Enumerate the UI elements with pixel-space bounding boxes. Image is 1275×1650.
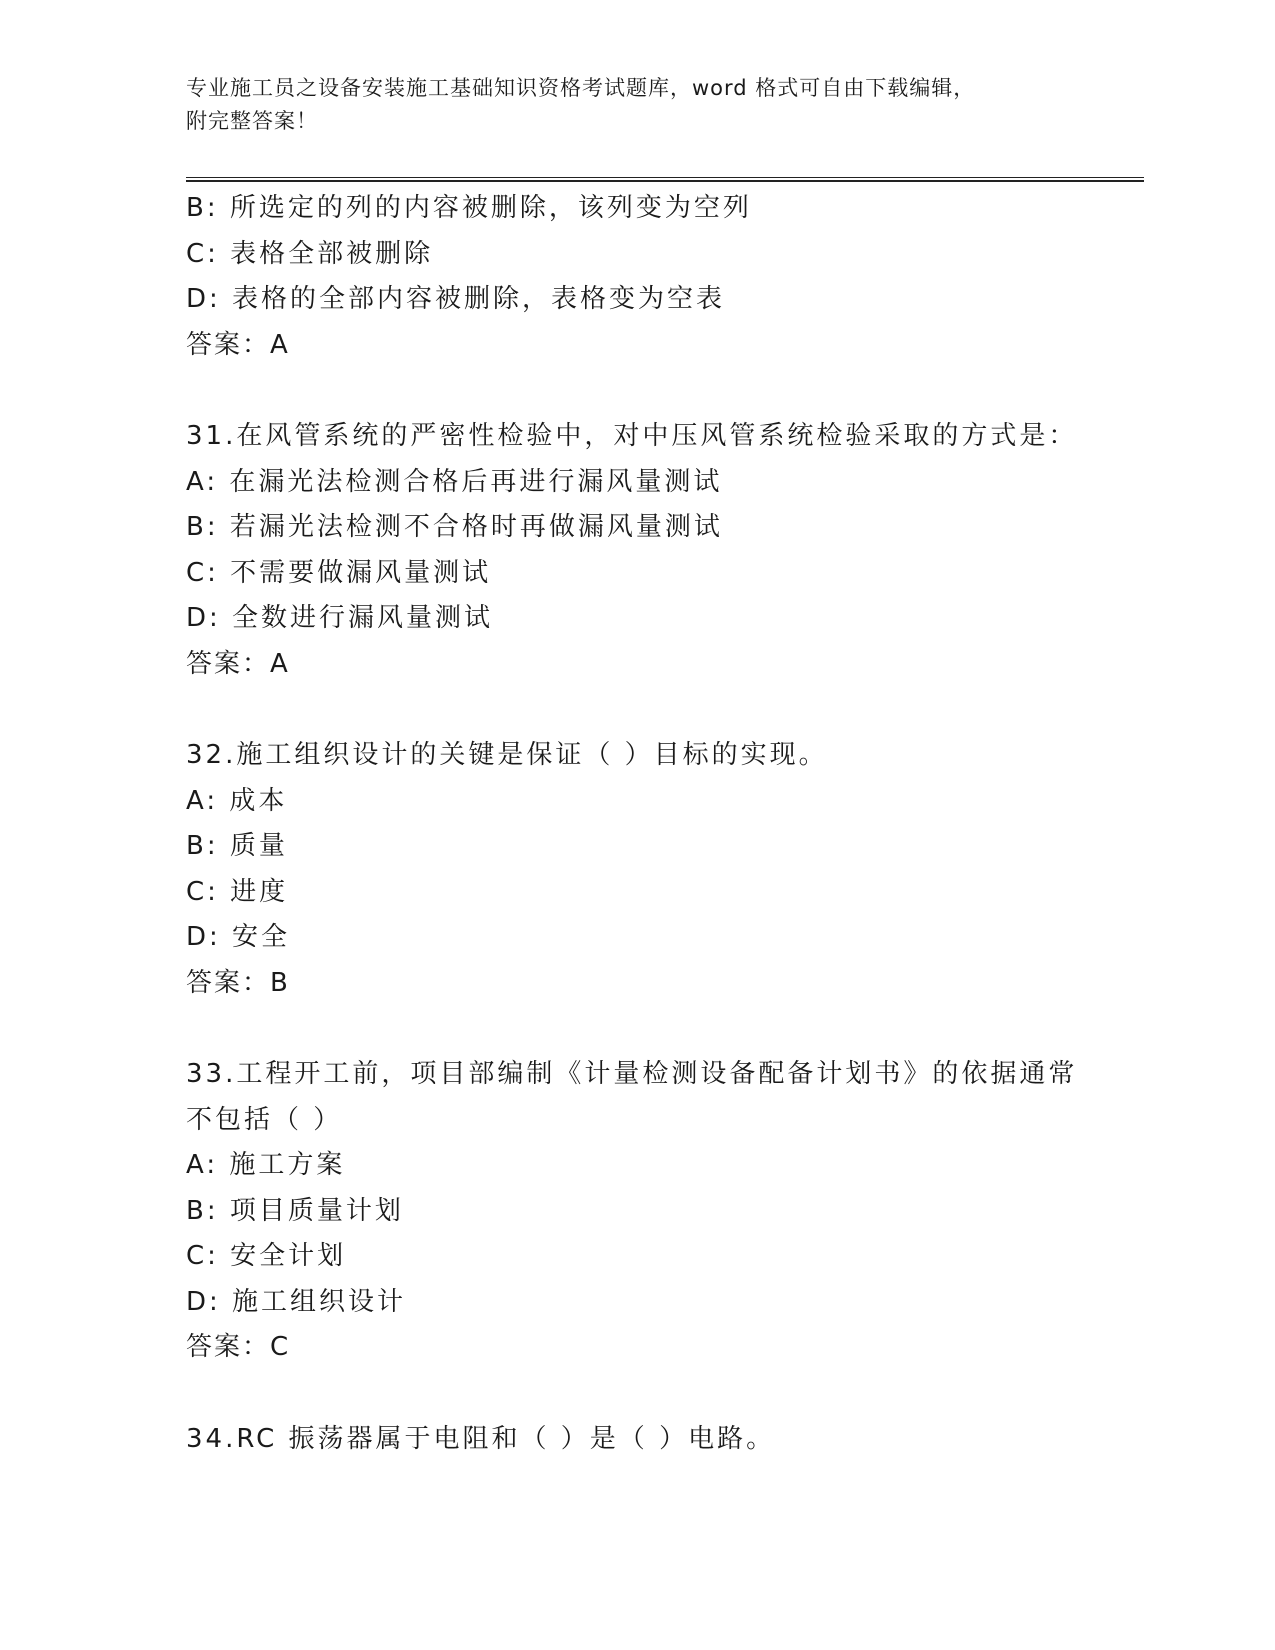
question-block-carryover xyxy=(186,186,1086,368)
option-c: C: 不需要做漏风量测试 xyxy=(186,557,492,588)
question-text: 34.RC 振荡器属于电阻和（ ）是（ ）电路。 xyxy=(186,1423,776,1454)
option-b: B: 项目质量计划 xyxy=(186,1195,404,1226)
answer-line: 答案：B xyxy=(186,967,290,998)
header-title-line-2: 附完整答案！ xyxy=(186,109,318,133)
option-d: D: 表格的全部内容被删除，表格变为空表 xyxy=(186,284,726,314)
option-d: D: 全数进行漏风量测试 xyxy=(186,603,494,633)
answer-line: 答案：A xyxy=(186,648,290,679)
answer-line: 答案：A xyxy=(186,329,290,360)
option-a: A: 成本 xyxy=(186,785,288,816)
option-d: D: 施工组织设计 xyxy=(186,1286,407,1317)
option-b: B: 质量 xyxy=(186,831,288,861)
option-d: D: 安全 xyxy=(186,922,291,952)
option-c: C: 表格全部被删除 xyxy=(186,238,434,269)
question-text: 32.施工组织设计的关键是保证（ ）目标的实现。 xyxy=(186,740,828,770)
option-b: B: 若漏光法检测不合格时再做漏风量测试 xyxy=(186,512,723,542)
spacer xyxy=(186,1371,1086,1417)
option-b: B: 所选定的列的内容被删除，该列变为空列 xyxy=(186,193,752,223)
option-a: A: 在漏光法检测合格后再进行漏风量测试 xyxy=(186,466,723,497)
spacer xyxy=(186,1006,1086,1052)
question-text-line-2: 不包括（ ） xyxy=(186,1104,343,1135)
option-c: C: 进度 xyxy=(186,876,289,907)
option-c: C: 安全计划 xyxy=(186,1241,347,1271)
question-text-line-1: 33.工程开工前，项目部编制《计量检测设备配备计划书》的依据通常 xyxy=(186,1059,1078,1089)
question-text: 31.在风管系统的严密性检验中，对中压风管系统检验采取的方式是： xyxy=(186,421,1078,451)
header-title-line-1: 专业施工员之设备安装施工基础知识资格考试题库，word 格式可自由下载编辑， xyxy=(186,76,976,100)
question-block-31 xyxy=(186,414,1086,687)
question-block-34 xyxy=(186,1417,1086,1463)
option-a: A: 施工方案 xyxy=(186,1150,346,1180)
question-block-33 xyxy=(186,1052,1086,1371)
spacer xyxy=(186,687,1086,733)
spacer xyxy=(186,368,1086,414)
question-list xyxy=(186,186,1086,1462)
answer-line: 答案：C xyxy=(186,1332,291,1362)
header-divider xyxy=(186,177,1144,182)
question-block-32 xyxy=(186,733,1086,1006)
document-header xyxy=(186,72,1066,138)
